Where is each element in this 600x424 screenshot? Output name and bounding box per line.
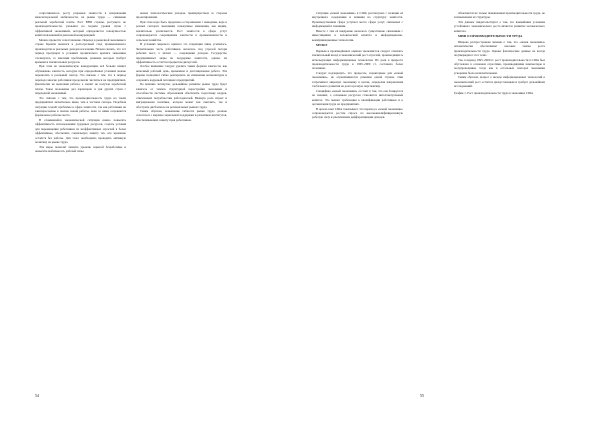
right-page (300, 0, 600, 424)
paragraph: Таким образом, повышение гибкости рынка труда должно сочетаться с мерами социальной поддержки и развитием институтов, обеспечивающих защиту прав работников. (136, 108, 227, 122)
paragraph: сопротивлялось росту разрывов занятости в направлении межсекторальной мобильности, на рынке труда — снижение реальной заработной платы. Рост ВВП страны, растущего по производительности, указывал на подъём уровня стран с эффективной экономикой, который определяется совокупностью капиталовложений и рыночной конкуренцией. (35, 11, 126, 38)
paragraph: По мнению экспертов, дальнейшее развитие рынка труда будет зависеть от темпов структурной перестройки экономики и способности системы образования обеспечить подготовку кадров, отвечающих потребностям работодателей. Важную роль играет и миграционная политика, которая может как смягчить, так и обострить дисбалансы на региональных рынках труда. (136, 82, 227, 109)
paragraph: Первым в произведённых оценках экономистов следует отметить значительный вклад в экономический рост отраслей, производящих и использующих информационные технологии. Их доля в приросте производительности труда в 1995–2000 гг. составила более половины. (312, 48, 403, 71)
figure-caption: График 1. Рост производительности труда в экономике США (454, 90, 534, 95)
paragraph: Так, в период 1995–2000 гг. рост производительности в США был обусловлен в основном отраслями, производящими компьютеры и полупроводники, тогда как в остальных секторах экономики ускорение было незначительным. (454, 57, 545, 75)
section-heading: МУЛЬТ (316, 43, 328, 48)
right-page-column-1 (312, 11, 403, 387)
paragraph: новых технологических укладов, преимуществом со стороны проектирования. (136, 11, 227, 20)
paragraph: Следует подчеркнуть, что процессы, характерные для «новой экономики», не ограничиваются рамками одной страны. Они затрагивают мировую экономику в целом, определяя направления глобального развития на долгосрочную перспективу. (312, 70, 403, 89)
right-page-column-2 (454, 11, 545, 387)
paragraph: объясняется не только повышением производительности труда, но и изменением её структуры. (454, 11, 545, 20)
paragraph: Ситуация «новой экономики» в США рассмотрена с позиции её внутреннего содержания и влияния на структуру занятости. Производственная сфера уступает место сфере услуг, связанных с информацией и знаниями. (312, 11, 403, 29)
paragraph: Вместе с тем её внедрение оказалось существенно связанным с инвестициями в человеческий капитал и информационно-коммуникационные технологии. (312, 28, 403, 42)
paragraph: Особое внимание следует уделить таким формам занятости, как неполный рабочий день, временная и дистанционная работа. Эти формы позволяют гибко реагировать на изменения конъюнктуры и сохранять кадровый потенциал предприятий. (136, 64, 227, 82)
left-page-column-2 (136, 11, 227, 387)
page-number: 55 (420, 393, 424, 398)
paragraph: При этом надо быть предельно осторожными с выводами, ведь в разных секторах экономики совокупные изменения, как видим, значительно различаются. Рост занятости в сфере услуг сопровождается сокращением занятости в промышленности и сельском хозяйстве. (136, 19, 227, 42)
paragraph: В сложившейся экономической ситуации важно повысить эффективность использования трудовых ресурсов, создать условия для перемещения работников из неэффективных отраслей в более эффективные, обеспечить социальную защиту тех, кто временно остаётся без работы. Для этого необходимо проводить активную политику на рынке труда. (35, 117, 126, 145)
paragraph: Таким образом, вопрос о вкладе информационных технологий в экономический рост остаётся дискуссионным и требует дальнейших исследований. (454, 75, 545, 89)
paragraph: Специфика «новой экономики» состоит в том, что она базируется на знаниях, а основным ресурсом становится интеллектуальный капитал. Это меняет требования к квалификации работников и к организации труда на предприятиях. (312, 88, 403, 107)
paragraph: Это связано с тем, что производительность труда на таких предприятиях значительно ниже, чем в частном секторе. Подобная ситуация создаёт проблемы в сфере занятости, так как работники не заинтересованы в поиске новой работы, пока за ними сохраняется формальное рабочее место. (35, 95, 126, 118)
paragraph: В условиях мирового кризиса эта тенденция лишь усилилась. Значительная часть работников оказалась под угрозой потери рабочих мест, а значит — сокращения доходов. Государство предпринимает меры по поддержке занятости, однако их эффективность остаётся предметом дискуссий. (136, 42, 227, 64)
paragraph: Эти данные свидетельствуют о том, что важнейшим условием устойчивого экономического роста является развитие человеческого капитала. (454, 19, 545, 33)
paragraph: Эти меры позволят снизить уровень скрытой безработицы и повысить мобильность рабочей силы. (35, 144, 126, 154)
paragraph: Широко распространено мнение о том, что «новая экономика» автоматически обеспечивает высокие темпы роста производительности труда. Однако фактические данные не всегда подтверждают этот тезис. (454, 39, 545, 58)
paragraph: При этом на экономическую конкуренцию всё больше влияет «бумажная» занятость, которую при определённых условиях можно переносить в реальный сектор. Это связано с тем, что в период перехода многие работники продолжали числиться на предприятиях, фактически не выполняя работы, а значит не получая заработной платы. Такое положение дел характерно и для других стран с переходной экономикой. (35, 64, 126, 96)
section-heading: МИФ О ПРОИЗВОДИТЕЛЬНОСТИ ТРУДА (458, 34, 523, 39)
left-page-column-1 (35, 11, 126, 387)
paragraph: В целом опыт США показывает, что переход к «новой экономике» сопровождается ростом спроса на высококвалифицированную рабочую силу и увеличением дифференциации доходов. (312, 106, 403, 120)
page-number: 54 (35, 393, 39, 398)
paragraph: Можно провести сопоставление. Переход к рыночной экономике в стране Кремля вылился в долгосрочный спад промышленного производства и реальных доходов населения. Нельзя сказать, что тот период пропущен: в условиях хронического кризиса экономика столкнулась со многими проблемами, решение которых требует времени и значительных ресурсов. (35, 37, 126, 64)
